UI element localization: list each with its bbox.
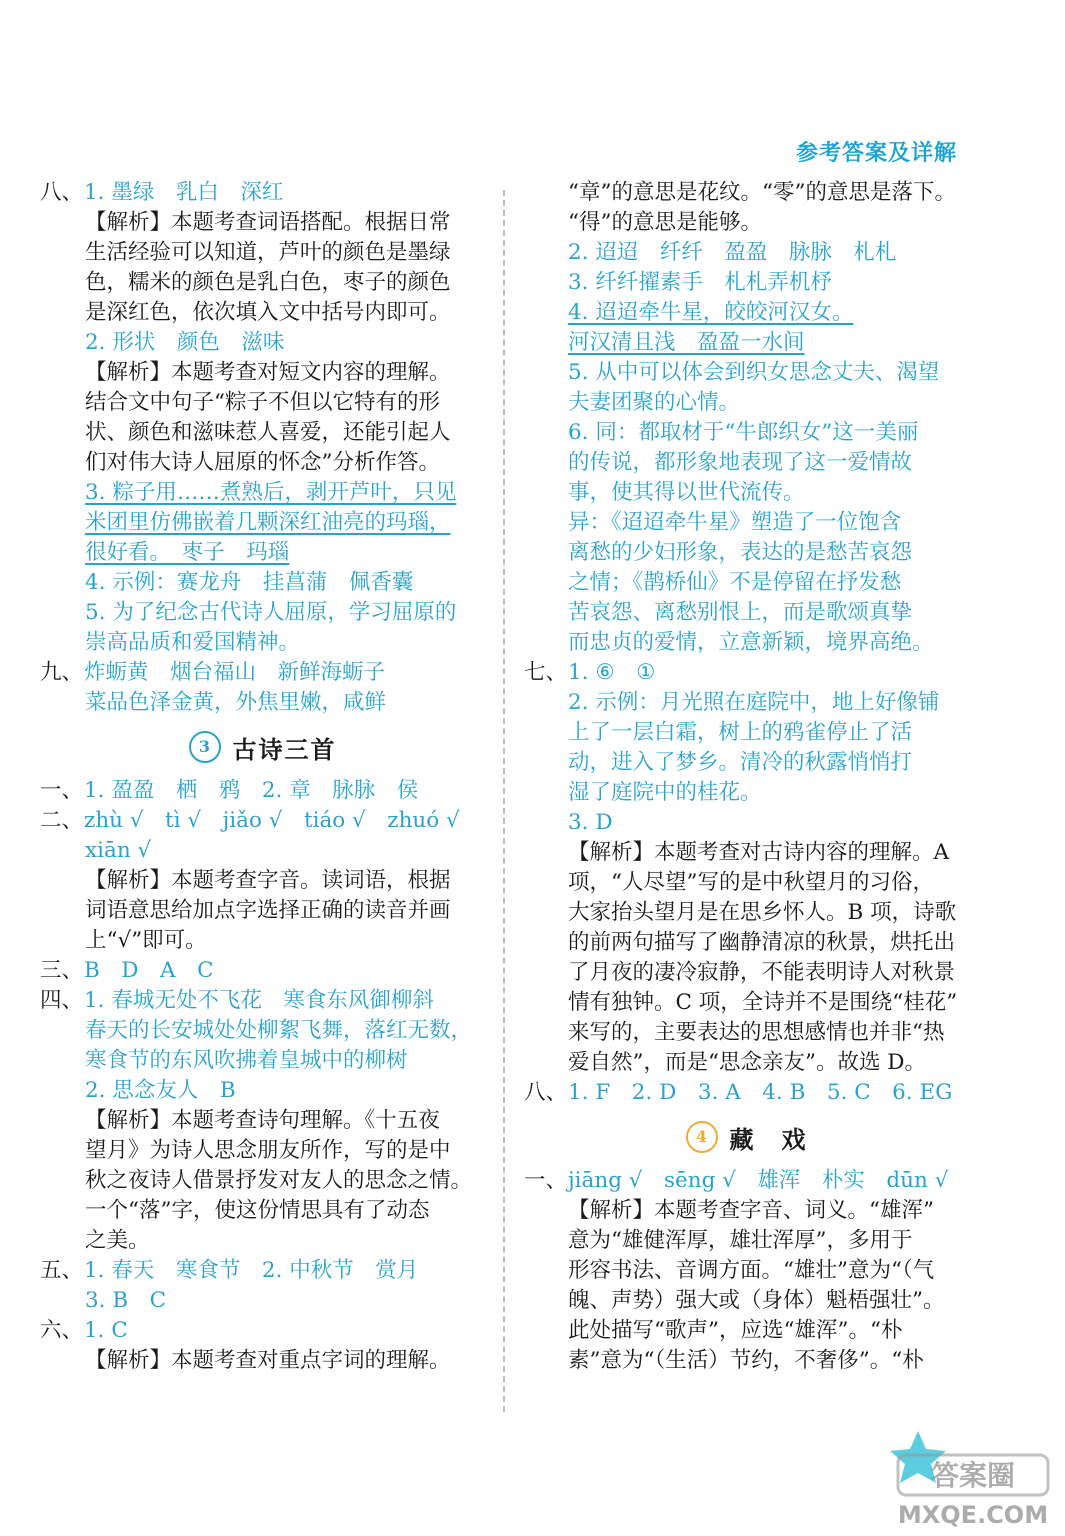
answer-line [40,178,485,208]
answer-text: 5. 从中可以体会到织女思念丈夫、渴望 [568,360,940,385]
answer-line [524,328,969,358]
answer-line [40,896,485,926]
explanation-text: 项，“人尽望”写的是中秋望月的习俗， [568,870,934,895]
answer-text: 动，进入了梦乡。清冷的秋露悄悄打 [568,750,913,775]
explanation-text: 【解析】本题考查字音、词义。“雄浑” [568,1198,934,1223]
answer-line [40,628,485,658]
answer-line [524,778,969,808]
answer-line [40,866,485,896]
lesson-number-badge: 3 [189,731,221,763]
answer-line [40,956,485,986]
section-label: 一、 [40,778,84,803]
explanation-text: 上“√”即可。 [85,928,207,953]
answer-line [40,1076,485,1106]
answer-text: 苦哀怨、离愁别恨上，而是歌颂真挚 [568,600,913,625]
answer-line [40,1226,485,1256]
answer-line [524,448,969,478]
answer-line [524,628,969,658]
answer-text: 寒食节的东风吹拂着皇城中的柳树 [85,1048,408,1073]
lesson-title-text: 古诗三首 [232,734,337,764]
answer-text: 事，使其得以世代流传。 [568,480,805,505]
answer-text: 1. 墨绿 乳白 深红 [84,180,284,205]
answer-line [524,1226,969,1256]
answer-line [524,928,969,958]
answer-line [524,808,969,838]
column-divider [503,190,505,1412]
watermark-line2: MXQE.COM [897,1501,1049,1529]
answer-line [40,208,485,238]
answer-line [40,1286,485,1316]
answer-line [40,1016,485,1046]
answer-text: 而忠贞的爱情，立意新颖，境界高绝。 [568,630,934,655]
section-label: 九、 [40,660,84,685]
explanation-text: 此处描写“歌声”，应选“雄浑”。“朴 [568,1318,903,1343]
answer-line [524,538,969,568]
answer-text: 菜品色泽金黄，外焦里嫩，咸鲜 [85,690,387,715]
section-label: 五、 [40,1258,84,1283]
answer-line [40,1106,485,1136]
answer-text: 河汉清且浅 盈盈一水间 [568,330,805,355]
answer-line [40,1136,485,1166]
answer-line [40,448,485,478]
explanation-text: 【解析】本题考查诗句理解。《十五夜 [85,1108,440,1133]
explanation-text: “得”的意思是能够。 [568,210,762,235]
answer-line [524,868,969,898]
explanation-text: “章”的意思是花纹。“零”的意思是落下。 [568,180,956,205]
answer-line [524,598,969,628]
answer-line [524,508,969,538]
answer-line [40,298,485,328]
answer-text: 1. C [84,1318,128,1343]
explanation-text: 情有独钟。C 项，全诗并不是围绕“桂花” [568,990,958,1015]
answer-line [524,568,969,598]
answer-line [524,268,969,298]
explanation-text: 【解析】本题考查对短文内容的理解。 [85,360,451,385]
lesson-title [524,1108,969,1166]
answer-text: 湿了庭院中的桂花。 [568,780,762,805]
answer-line [524,478,969,508]
answer-line [40,598,485,628]
answer-line [40,1256,485,1286]
answer-text: 4. 迢迢牵牛星，皎皎河汉女。 [568,300,854,325]
explanation-text: 【解析】本题考查对重点字词的理解。 [85,1348,451,1373]
answer-line [524,388,969,418]
answer-line [40,478,485,508]
answer-text: 崇高品质和爱国精神。 [85,630,301,655]
explanation-text: 之美。 [85,1228,150,1253]
answer-text: 很好看。 枣子 玛瑙 [85,540,290,565]
answer-line [40,926,485,956]
answer-text: zhù √ tì √ jiǎo √ tiáo √ zhuó √ [84,808,460,833]
answer-text: 离愁的少妇形象，表达的是愁苦哀怨 [568,540,913,565]
explanation-text: 魄、声势）强大或（身体）魁梧强壮”。 [568,1288,945,1313]
answer-text: 3. B C [85,1288,167,1313]
answer-text: 1. ⑥ ① [568,660,656,685]
answer-text: 的传说，都形象地表现了这一爱情故 [568,450,913,475]
answer-text: 夫妻团聚的心情。 [568,390,741,415]
left-column [40,178,485,1376]
answer-line [524,658,969,688]
answer-text: 1. 春城无处不飞花 寒食东风御柳斜 [84,988,434,1013]
right-column [524,178,969,1376]
explanation-text: 一个“落”字，使这份情思具有了动态 [85,1198,430,1223]
explanation-text: 意为“雄健浑厚，雄壮浑厚”，多用于 [568,1228,913,1253]
answer-text: 3. 纤纤擢素手 札札弄机杼 [568,270,832,295]
explanation-text: 望月》为诗人思念朋友所作，写的是中 [85,1138,451,1163]
answer-line [40,268,485,298]
explanation-text: 生活经验可以知道，芦叶的颜色是墨绿 [85,240,451,265]
explanation-text: 的前两句描写了幽静清凉的秋景，烘托出 [568,930,956,955]
answer-line [524,298,969,328]
answer-line [40,1196,485,1226]
answer-line [524,1048,969,1078]
answer-line [40,388,485,418]
explanation-text: 素”意为“（生活）节约，不奢侈”。“朴 [568,1348,924,1373]
answer-text: 1. F 2. D 3. A 4. B 5. C 6. EG [568,1080,953,1105]
section-label: 八、 [40,180,84,205]
explanation-text: 状、颜色和滋味惹人喜爱，还能引起人 [85,420,451,445]
answer-line [524,418,969,448]
answer-line [40,328,485,358]
answer-line [40,688,485,718]
answer-line [524,1018,969,1048]
answer-text: 3. D [568,810,613,835]
answer-text: 2. 迢迢 纤纤 盈盈 脉脉 札札 [568,240,897,265]
lesson-title [40,718,485,776]
lesson-number-badge: 4 [686,1121,718,1153]
answer-line [524,208,969,238]
answer-text: 6. 同：都取材于“牛郎织女”这一美丽 [568,420,919,445]
answer-line [524,1196,969,1226]
answer-line [40,538,485,568]
answer-line [524,1078,969,1108]
answer-text: 2. 思念友人 B [85,1078,236,1103]
answer-line [40,986,485,1016]
answer-text: 米团里仿佛嵌着几颗深红油亮的玛瑙， [85,510,451,535]
section-label: 七、 [524,660,568,685]
answer-text: 之情；《鹊桥仙》不是停留在抒发愁 [568,570,902,595]
answer-line [40,358,485,388]
section-label: 三、 [40,958,84,983]
section-label: 一、 [524,1168,568,1193]
section-label: 六、 [40,1318,84,1343]
explanation-text: 爱自然”，而是“思念亲友”。故选 D。 [568,1050,927,1075]
answer-line [524,958,969,988]
answer-line [40,836,485,866]
answer-line [524,898,969,928]
answer-line [524,838,969,868]
section-label: 二、 [40,808,84,833]
answer-text: 1. 春天 寒食节 2. 中秋节 赏月 [84,1258,419,1283]
answer-text: 3. 粽子用……煮熟后，剥开芦叶，只见 [85,480,457,505]
explanation-text: 是深红色，依次填入文中括号内即可。 [85,300,451,325]
answer-line [524,1346,969,1376]
explanation-text: 形容书法、音调方面。“雄壮”意为“（气 [568,1258,935,1283]
explanation-text: 们对伟大诗人屈原的怀念”分析作答。 [85,450,440,475]
explanation-text: 【解析】本题考查对古诗内容的理解。A [568,840,950,865]
answer-text: 上了一层白霜，树上的鸦雀停止了活 [568,720,913,745]
lesson-title-text: 藏 戏 [729,1124,808,1154]
answer-line [524,688,969,718]
answer-line [40,1046,485,1076]
answer-line [524,1316,969,1346]
explanation-text: 【解析】本题考查词语搭配。根据日常 [85,210,451,235]
explanation-text: 【解析】本题考查字音。读词语，根据 [85,868,451,893]
answer-line [40,1166,485,1196]
answer-line [524,1256,969,1286]
answer-text: 2. 示例：月光照在庭院中，地上好像铺 [568,690,940,715]
answer-text: 异：《迢迢牵牛星》塑造了一位饱含 [568,510,902,535]
answer-text: 2. 形状 颜色 滋味 [85,330,285,355]
answer-line [524,1166,969,1196]
answer-text: 4. 示例：赛龙舟 挂菖蒲 佩香囊 [85,570,414,595]
answer-text: 炸蛎黄 烟台福山 新鲜海蛎子 [84,660,386,685]
watermark-logo [880,1425,1055,1530]
answer-line [524,718,969,748]
answer-line [524,748,969,778]
section-label: 四、 [40,988,84,1013]
answer-text: B D A C [84,958,214,983]
answer-line [524,238,969,268]
watermark-line1: 答案圈 [930,1459,1016,1492]
answer-line [524,358,969,388]
answer-line [40,806,485,836]
explanation-text: 大家抬头望月是在思乡怀人。B 项，诗歌 [568,900,957,925]
answer-line [524,178,969,208]
explanation-text: 色，糯米的颜色是乳白色，枣子的颜色 [85,270,451,295]
page-header-title: 参考答案及详解 [795,140,957,166]
answer-text: 5. 为了纪念古代诗人屈原，学习屈原的 [85,600,457,625]
answer-line [40,508,485,538]
answer-line [40,1316,485,1346]
answer-text: 春天的长安城处处柳絮飞舞，落红无数， [85,1018,473,1043]
answer-line [40,776,485,806]
answer-line [40,658,485,688]
answer-line [40,1346,485,1376]
explanation-text: 了月夜的凄冷寂静，不能表明诗人对秋景 [568,960,956,985]
explanation-text: 秋之夜诗人借景抒发对友人的思念之情。 [85,1168,473,1193]
explanation-text: 词语意思给加点字选择正确的读音并画 [85,898,451,923]
answer-line [524,988,969,1018]
answer-line [524,1286,969,1316]
answer-line [40,418,485,448]
section-label: 八、 [524,1080,568,1105]
answer-line [40,568,485,598]
answer-line [40,238,485,268]
explanation-text: 来写的，主要表达的思想感情也并非“热 [568,1020,945,1045]
answer-text: 1. 盈盈 栖 鸦 2. 章 脉脉 侯 [84,778,419,803]
answer-text: jiāng √ sēng √ 雄浑 朴实 dūn √ [568,1168,949,1193]
answer-text: xiān √ [85,838,152,863]
explanation-text: 结合文中句子“粽子不但以它特有的形 [85,390,440,415]
